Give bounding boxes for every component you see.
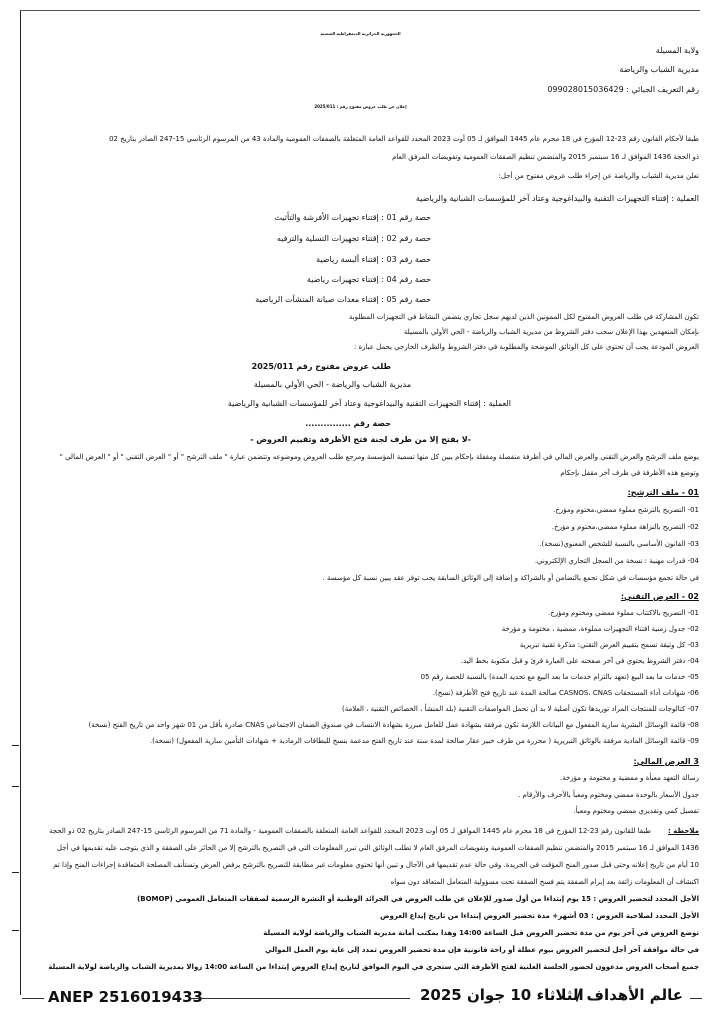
section-item: جدول الأسعار بالوحدة ممضي ومختوم ومعبأ بالأحرف والأرقام . bbox=[518, 791, 699, 799]
tax-id: رقم التعريف الجبائي : 099028015036429 bbox=[547, 85, 699, 94]
placement-line: وتوضع هذه الأظرفة في ظرف آخر مقفل بإحكام bbox=[560, 469, 699, 477]
lot-item: حصة رقم 01 : إقتناء تجهيزات الأفرشة والتأثيث bbox=[274, 213, 431, 222]
footer-rule bbox=[690, 998, 702, 999]
crop-mark bbox=[12, 745, 19, 746]
notes-label: ملاحظة : bbox=[668, 827, 699, 835]
crop-mark bbox=[12, 786, 19, 787]
crop-mark bbox=[12, 872, 19, 873]
anep-reference: ANEP 2516019433 bbox=[48, 988, 203, 1006]
publication-name: عالم الأهداف / bbox=[575, 986, 683, 1004]
lot-item: حصة رقم 03 : إقتناء ألبسة رياضية bbox=[316, 255, 431, 264]
note-line: طبقا للقانون رقم 23-12 المؤرخ في 18 محرم عام 1445 الموافق لـ 05 أوت 2023 المحدد للقواعد العامة المتعلقة بالصفقات العمومية - والمادة 71 من المرسوم الرئاسي 15-247 الصادر بتاريخ 02 ذو الحجة bbox=[49, 827, 651, 835]
section-item: 01- التصريح بالاكتتاب مملوء ممضي ومختوم ومؤرخ. bbox=[547, 609, 699, 617]
note-line: الأجل المحدد لصلاحية العروض : 03 أشهر+ مدة تحضير العروض إبتداءا من تاريخ إيداع العروض bbox=[380, 912, 699, 920]
envelope-line: مديرية الشباب والرياضة - الحي الأولي بالمسيلة bbox=[253, 380, 411, 389]
section-item: 04- قدرات مهنية : نسخة من السجل التجاري الإلكتروني. bbox=[534, 557, 699, 565]
section-item: 05- خدمات ما بعد البيع (تعهد بالتزام خدمات ما بعد البيع مع تحديد المدة) بالنسبة للحصة رقم 05 bbox=[420, 673, 699, 681]
lot-item: حصة رقم 04 : إقتناء تجهيزات رياضية bbox=[306, 275, 431, 284]
section-item: 03- كل وثيقة تسمح بتقييم العرض التقني: مذكرة تقنية تبريرية bbox=[519, 641, 699, 649]
note-line: الأجل المحدد لتحضير العروض : 15 يوم إبتداءا من أول صدور للإعلان عن طلب العروض في الجرائد الوطنية أو النشرة الرسمية لصفقات المتعامل العمومي (BOMOP) bbox=[137, 895, 699, 903]
note-line: 10 أيام من تاريخ إعلانه وحتى قبل صدور المنح المؤقت في الجريدة. وفي حالة عدم تقديمها في الآجال و تبين أنها تحتوي معلومات غير مطابقة للتصريح بالترشح يرفض العرض وتستأنف المصلحة المتعاقدة إجراءات المنح وإذا تم bbox=[53, 861, 699, 869]
section-heading: 01 - ملف الترشح: bbox=[627, 488, 699, 497]
note-line: في حالة موافقة آخر أجل لتحضير العروض بيوم عطلة أو راحة قانونية فإن مدة تحضير العروض تمدد إلى غاية يوم العمل الموالي bbox=[265, 946, 699, 954]
section-item: 07- كتالوجات للمنتجات المراد توريدها تكون أصلية لا بد أن تحمل المواصفات التقنية (بلد المنشأ ، الخصائص التقنية ، العلامة) bbox=[342, 705, 699, 713]
section-item: 08- قائمة الوسائل البشرية سارية المفعول مع البيانات اللازمة تكون مرفقة بشهادة عمل للعامل مبررة بشهادة الانتساب في صندوق الضمان الاجتماعي CNAS صادرة بأقل من 01 شهر واحد من تاريخ الفتح (نسخة) bbox=[88, 721, 699, 729]
directorate-label: مديرية الشباب والرياضة bbox=[619, 65, 699, 74]
section-item: تفصيل كمي وتقديري ممضي ومختوم ومعبأ. bbox=[573, 807, 699, 815]
republic-header: الجمهورية الجزائرية الديمقراطية الشعبية bbox=[320, 31, 401, 36]
announcement-title: إعلان عن طلب عروض مفتوح رقم : 2025/011 bbox=[314, 104, 407, 109]
section-item: 06- شهادات أداء المستحقات CASNOS، CNAS صالحة المدة عند تاريخ فتح الأظرفة (نسخ). bbox=[432, 689, 699, 697]
intro-line: ذو الحجة 1436 الموافق لـ 16 سبتمبر 2015 والمتضمن تنظيم الصفقات العمومية وتفويضات المرفق العام bbox=[392, 153, 699, 161]
condition-line: العروض المودعة يجب أن تحتوي على كل الوثائق الموضحة والمطلوبة في دفتر الشروط والظرف الخارجي يحمل عبارة : bbox=[353, 343, 699, 351]
wilaya-label: ولاية المسيلة bbox=[655, 46, 699, 55]
condition-line: تكون المشاركة في طلب العروض المفتوح لكل الممونين الذين لديهم سجل تجاري يتضمن النشاط في التجهيزات المطلوبة bbox=[348, 313, 699, 321]
note-line: 1436 الموافق لـ 16 سبتمبر 2015 والمتضمن تنظيم الصفقات العمومية وتفويضات المرفق العام لا تطلب الوثائق التي تبرر المعلومات التي في التصريح بالترشح إلا من الحائز على الصفقة و الذي يتوجب عليه تقديمها في أجل bbox=[56, 844, 699, 852]
footer-rule bbox=[22, 998, 44, 999]
publication-date: الثلاثاء 10 جوان 2025 bbox=[420, 986, 584, 1004]
section-item: 01- التصريح بالترشح مملوء ممضي،مختوم ومؤرخ. bbox=[553, 506, 699, 514]
note-line: اكتشاف أن المعلومات زائفة بعد إبرام الصفقة يتم فسخ الصفقة تحت مسؤولية المتعامل المتعاقد دون سواه bbox=[390, 878, 699, 886]
section-item: 09- قائمة الوسائل المادية مرفقة بالوثائق التبريرية ( محررة من طرف خبير عقار صالحة لمدة سنة عند تاريخ الفتح مدعمة بنسخ للبطاقات الرمادية + شهادات التأمين سارية المفعول) (نسخة). bbox=[149, 737, 699, 745]
frame-left-border bbox=[20, 10, 21, 995]
envelope-line: حصة رقم ............... bbox=[305, 419, 391, 428]
note-line: توضع العروض في آخر يوم من مدة تحضير العروض قبل الساعة 14:00 وهذا بمكتب أمانة مديرية الشباب والرياضة لولاية المسيلة bbox=[263, 929, 699, 937]
operation-line: العملية : إقتناء التجهيزات التقنية والبيداغوجية وعتاد آخر للمؤسسات الشبانية والرياضية bbox=[415, 194, 699, 203]
section-heading: 02 - العرض التقني: bbox=[620, 592, 699, 601]
section-item: 02- التصريح بالنزاهة مملوء ممضي،مختوم و مؤرخ. bbox=[551, 523, 699, 531]
intro-line: طبقا لأحكام القانون رقم 23-12 المؤرخ في 18 محرم عام 1445 الموافق لـ 05 أوت 2023 المحدد للقواعد العامة المتعلقة بالصفقات العمومية والمادة 43 من المرسوم الرئاسي 15-247 الصادر بتاريخ 02 bbox=[109, 135, 699, 143]
note-line: جميع أصحاب العروض مدعوون لحضور الجلسة العلنية لفتح الأظرفة التي ستجري في اليوم الموافق لتاريخ إيداع العروض إبتداءا من الساعة 14:00 زوالا بمديرية الشباب والرياضة لولاية المسيلة bbox=[48, 963, 699, 971]
crop-mark bbox=[12, 930, 19, 931]
section-item: 02- جدول زمنية اقتناء التجهيزات مملوءة، ممضية ، مختومة و مؤرخة bbox=[501, 625, 699, 633]
section-heading: 3 العرض المالي: bbox=[633, 757, 699, 766]
footer-rule bbox=[190, 998, 410, 999]
section-item: 04- دفتر الشروط يحتوي في آخر صفحته على العبارة قرئ و قبل مكتوبة بخط اليد. bbox=[460, 657, 699, 665]
lot-item: حصة رقم 02 : إقتناء تجهيزات التسلية والترفيه bbox=[276, 234, 431, 243]
section-item: رسالة التعهد معبأة و ممضية و مختومة و مؤرخة. bbox=[560, 774, 699, 782]
envelope-line: -لا يفتح إلا من طرف لجنة فتح الأظرفة وتقييم العروض - bbox=[250, 435, 471, 444]
placement-line: يوضع ملف الترشح والعرض التقني والعرض المالي في أظرفة منفصلة ومقفلة بإحكام يبين كل منها تسمية المؤسسة ومرجع طلب العروض وموضوعه وتتضمن عبارة " ملف الترشح " أو " العرض التقني " أو " العرض المالي " bbox=[59, 453, 699, 461]
condition-line: بإمكان المتعهدين بهذا الإعلان سحب دفتر الشروط من مديرية الشباب والرياضة - الحي الأولي بالمسيلة bbox=[403, 328, 699, 336]
intro-line: تعلن مديرية الشباب والرياضة عن إجراء طلب عروض مفتوح من أجل: bbox=[498, 172, 699, 180]
envelope-line: العملية : إقتناء التجهيزات التقنية والبيداغوجية وعتاد آخر للمؤسسات الشبانية والرياضية bbox=[227, 399, 511, 408]
section-item: 03- القانون الأساسي بالنسبة للشخص المعنوي(نسخة). bbox=[539, 540, 699, 548]
frame-top-border bbox=[20, 10, 700, 11]
envelope-line: طلب عروض مفتوح رقم 2025/011 bbox=[251, 362, 391, 371]
section-item: في حالة تجمع مؤسسات في شكل تجمع بالتضامن أو بالشراكة و إضافة إلى الوثائق السابقة يجب توفر عقد يبين نسبة كل مؤسسة . bbox=[322, 574, 699, 582]
lot-item: حصة رقم 05 : إقتناء معدات صيانة المنشآت الرياضية bbox=[255, 295, 431, 304]
